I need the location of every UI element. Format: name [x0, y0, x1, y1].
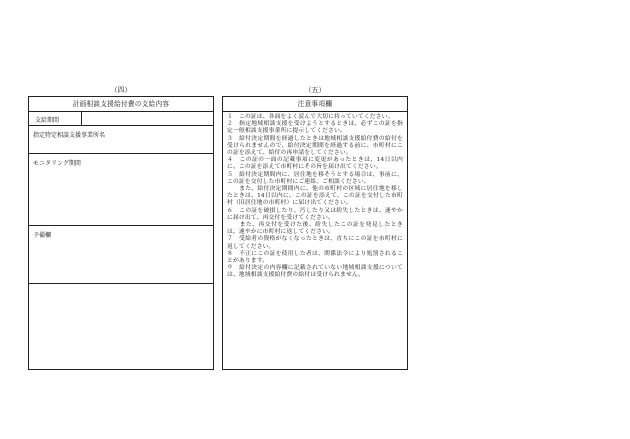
note-item: ６ この証を破損したり、汚したり又は紛失したときは、速やかに届け出て、再交付を受けてください。 [227, 207, 403, 221]
notes-list [223, 112, 407, 280]
notes-panel [222, 96, 408, 370]
note-item: また、再交付を受けた後、紛失したこの証を発見したときは、速やかに市町村に返してください。 [227, 222, 403, 236]
note-item: １ この証は、各面をよく読んで大切に持っていてください。 [227, 114, 394, 120]
note-item: ３ 給付決定期間を経過したときは地域相談支援給付費の給付を受けられませんので、給付決定期間を経過する前に、市町村にこの証を添えて、給付の再申請をしてください。 [227, 135, 403, 157]
reserve-label: 予備欄 [33, 232, 52, 239]
note-item: ７ 受給者の資格がなくなったときは、直ちにこの証を市町村に返してください。 [227, 236, 403, 250]
note-item: ９ 給付決定の内容欄に記載されていない地域相談支援については、地域相談支援給付費の給付は受けられません。 [227, 265, 403, 279]
reserve-row [29, 226, 213, 284]
monitoring-row [29, 154, 213, 226]
payment-period-label: 支給期間 [35, 117, 60, 124]
notes-title: 注意事項欄 [223, 97, 407, 112]
note-item: ４ この証の一面の記載事項に変更があったときは、14日以内に、この証を添えて市町村にその旨を届け出てください。 [227, 157, 403, 171]
section-header-five: （五） [304, 86, 326, 94]
provider-label: 指定特定相談支援事業所名 [33, 132, 106, 139]
note-item: ５ 給付決定期間内に、居住地を移そうとする場合は、事前に、この証を交付した市町村にご連絡、ご相談ください。 [227, 171, 403, 185]
note-item: また、給付決定期間内に、他の市町村の区域に居住地を移したときは、14日以内に、この証を添えて、この証を交付した市町村（旧居住地の市町村）に届け出てください。 [227, 186, 403, 207]
blank-row [29, 284, 213, 370]
benefit-content-title: 計画相談支援給付費の支給内容 [29, 97, 213, 112]
payment-period-row [29, 112, 213, 126]
provider-row [29, 126, 213, 154]
section-header-four: （四） [110, 86, 132, 94]
note-item: ８ 不正にこの証を使用した者は、関係法令により処罰されることがあります。 [227, 250, 403, 265]
payment-period-divider [81, 112, 82, 125]
note-item: ２ 指定地域相談支援を受けようとするときは、必ずこの証を指定一般相談支援事業所に提示してください。 [227, 121, 403, 135]
benefit-content-panel [28, 96, 214, 370]
monitoring-label: モニタリング期間 [33, 160, 81, 167]
